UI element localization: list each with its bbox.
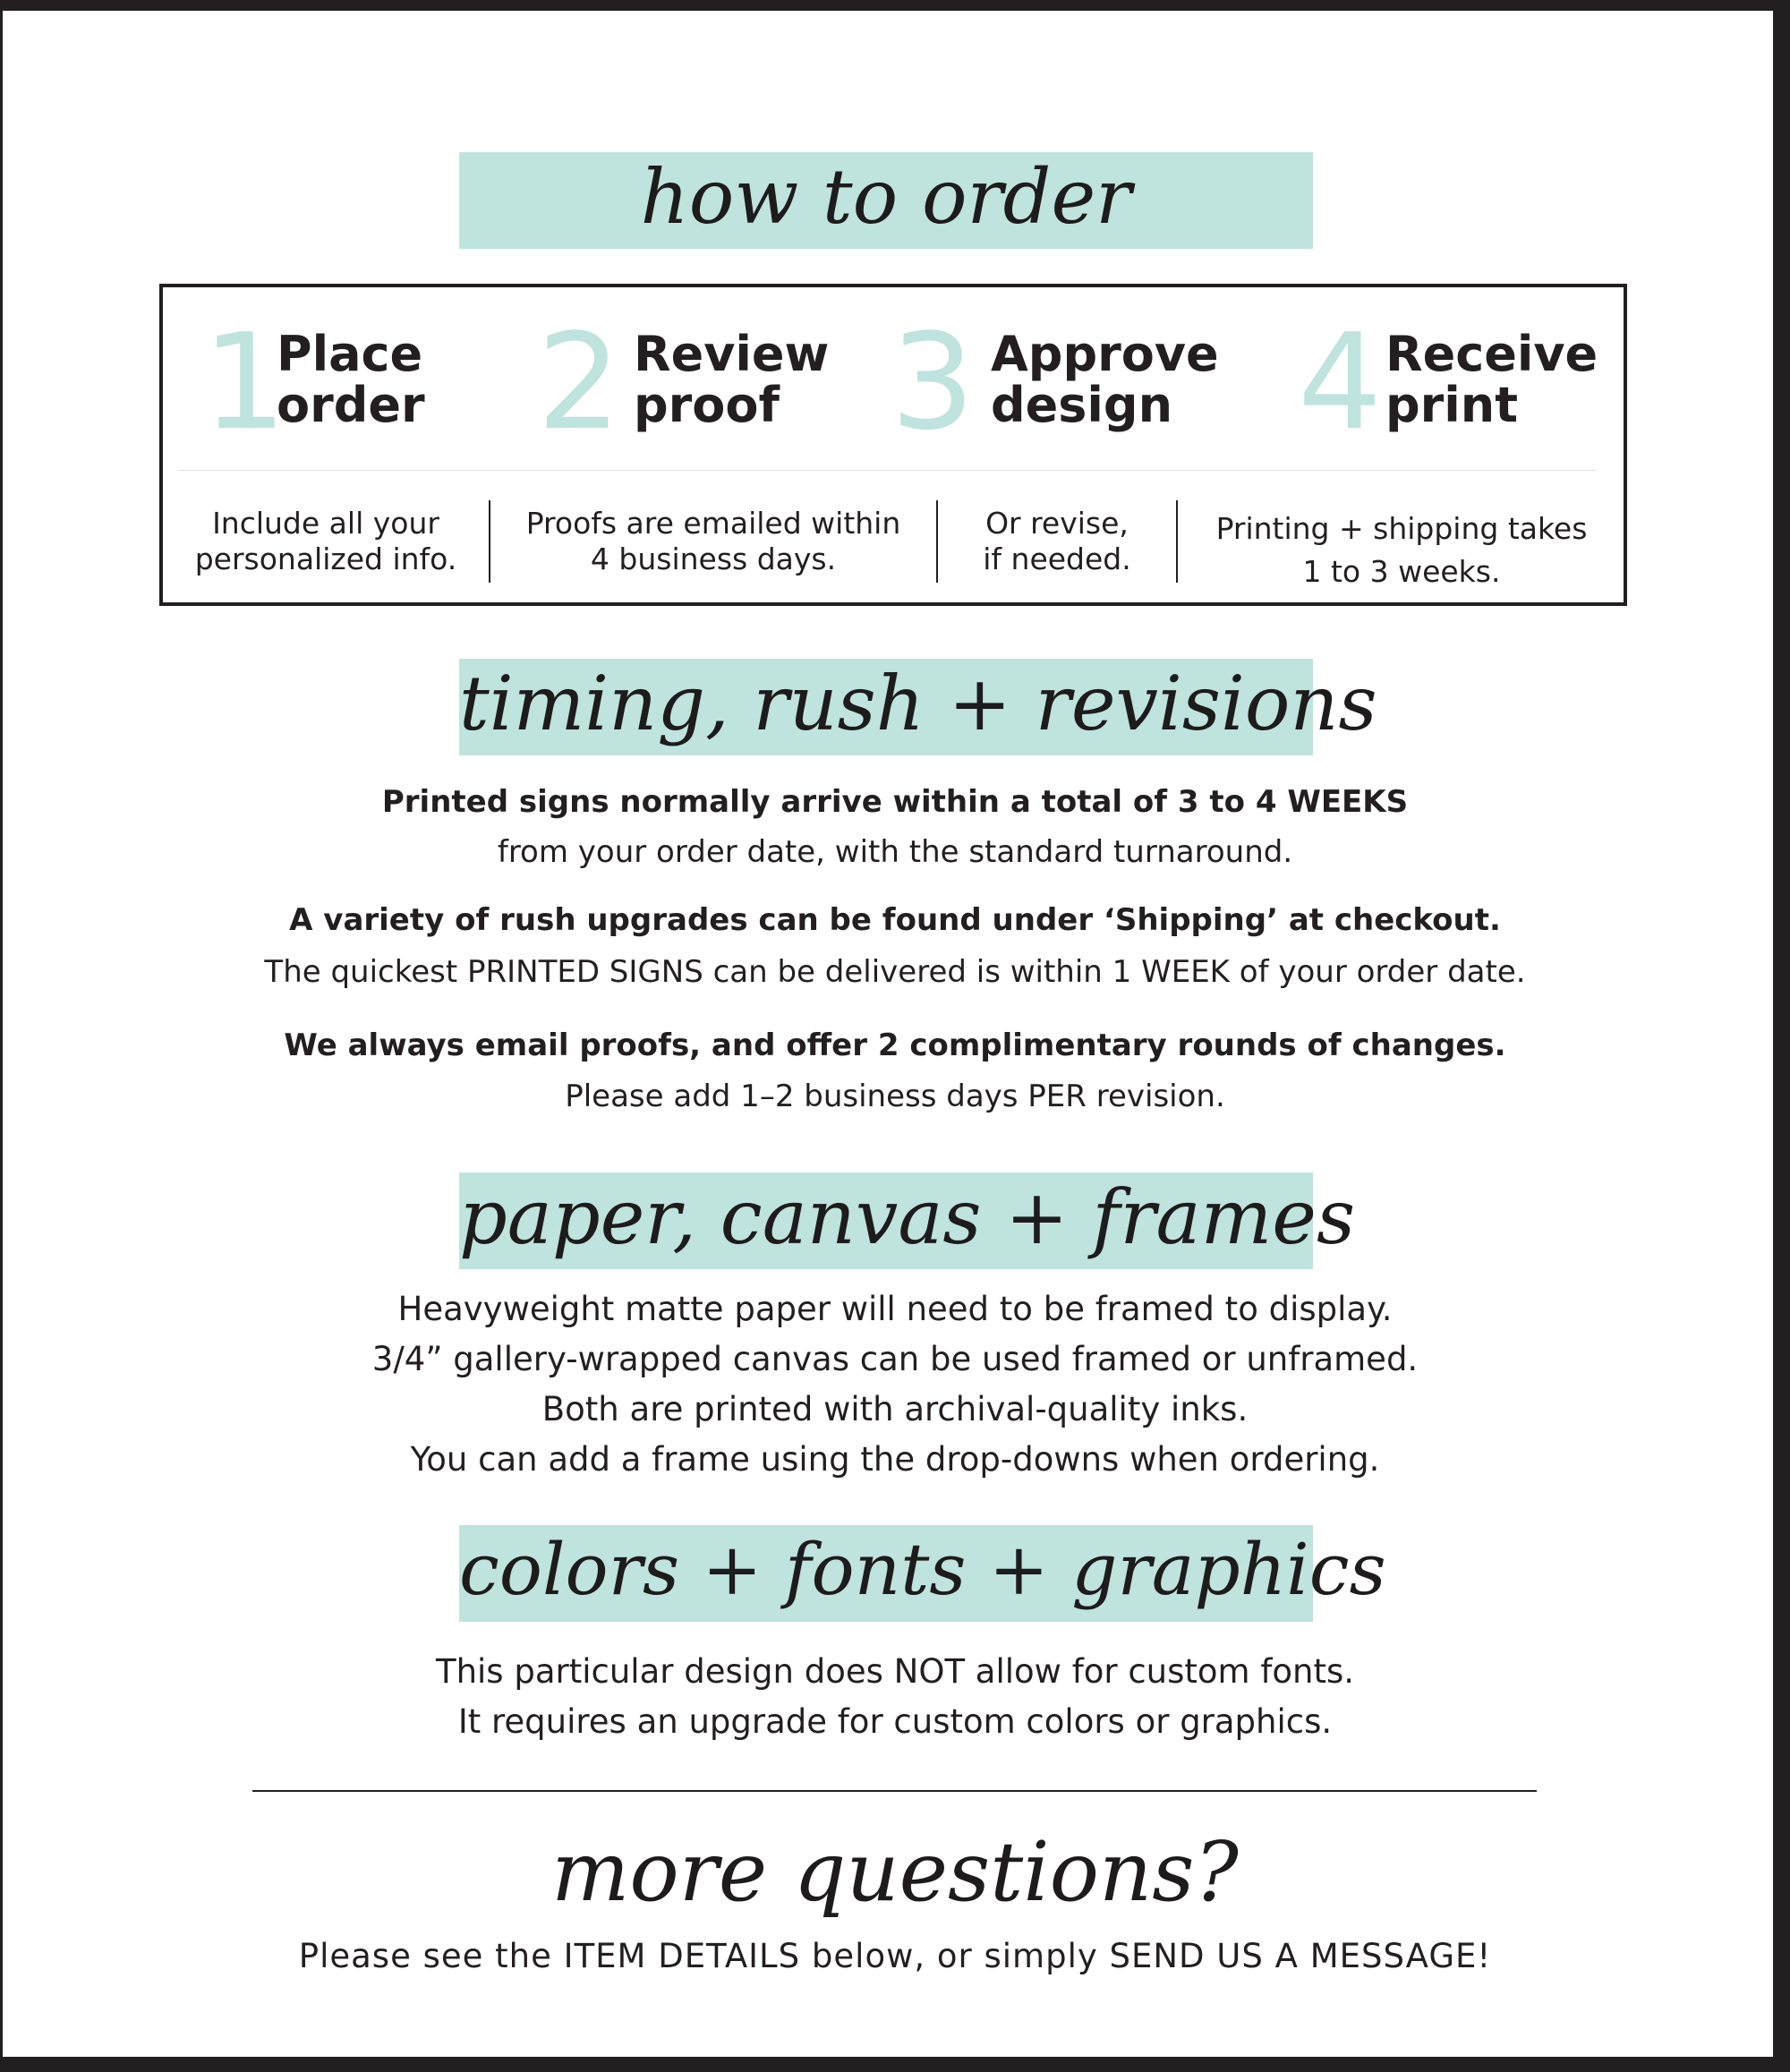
step-2-number: 2 — [537, 305, 622, 459]
step-1-title-line2: order — [277, 377, 425, 433]
step-3-desc — [938, 506, 1176, 577]
step-4-number: 4 — [1298, 305, 1383, 459]
paper-line-1: Heavyweight matte paper will need to be framed to display. — [397, 1290, 1393, 1328]
step-4-desc — [1178, 507, 1625, 593]
how-to-order-banner — [459, 152, 1313, 249]
step-3-desc-line1: Or revise, — [985, 506, 1129, 541]
step-4-title-line2: print — [1385, 377, 1519, 433]
timing-text-3: Please add 1–2 business days PER revision. — [565, 1079, 1225, 1114]
steps-rule — [177, 470, 1597, 471]
timing-bold-1: Printed signs normally arrive within a total of 3 to 4 WEEKS — [381, 784, 1409, 820]
questions-line: Please see the ITEM DETAILS below, or simply SEND US A MESSAGE! — [298, 1937, 1492, 1975]
paper-line-3: Both are printed with archival-quality inks. — [541, 1390, 1249, 1428]
steps-box — [159, 284, 1627, 606]
timing-text-1: from your order date, with the standard turnaround. — [497, 834, 1293, 870]
step-3-title-line1: Approve — [991, 326, 1219, 382]
timing-text-2: The quickest PRINTED SIGNS can be delivered is within 1 WEEK of your order date. — [264, 954, 1526, 990]
step-2-desc — [490, 506, 936, 577]
paper-heading: paper, canvas + frames — [459, 1173, 1356, 1261]
questions-heading: more questions? — [551, 1824, 1239, 1920]
step-4-title-line1: Receive — [1385, 326, 1598, 382]
timing-bold-2: A variety of rush upgrades can be found under ‘Shipping’ at checkout. — [289, 902, 1501, 938]
step-2-desc-line1: Proofs are emailed within — [525, 506, 901, 541]
how-to-order-heading: how to order — [640, 153, 1132, 241]
colors-heading: colors + fonts + graphics — [459, 1528, 1386, 1611]
timing-bold-3: We always email proofs, and offer 2 complimentary rounds of changes. — [284, 1027, 1506, 1063]
colors-line-2: It requires an upgrade for custom colors or graphics. — [457, 1702, 1333, 1741]
step-4-desc-line1: Printing + shipping takes — [1215, 511, 1588, 546]
paper-line-2: 3/4” gallery-wrapped canvas can be used framed or unframed. — [371, 1340, 1419, 1378]
step-3-desc-line2: if needed. — [983, 541, 1131, 576]
timing-heading: timing, rush + revisions — [459, 660, 1377, 747]
step-2-desc-line2: 4 business days. — [590, 541, 837, 576]
colors-banner — [459, 1525, 1386, 1622]
timing-banner — [459, 659, 1377, 755]
step-1-number: 1 — [202, 305, 287, 459]
section-divider — [252, 1790, 1537, 1792]
step-1-desc-line2: personalized info. — [194, 541, 457, 576]
colors-line-1: This particular design does NOT allow for custom fonts. — [435, 1652, 1355, 1691]
step-3-title-line2: design — [991, 377, 1173, 433]
paper-banner — [459, 1172, 1356, 1269]
step-3-number: 3 — [891, 305, 976, 459]
step-1-title-line1: Place — [277, 326, 423, 382]
step-1-desc-line1: Include all your — [212, 506, 439, 541]
paper-line-4: You can add a frame using the drop-downs when ordering. — [410, 1440, 1380, 1479]
step-4-desc-line2: 1 to 3 weeks. — [1302, 554, 1501, 589]
step-1-desc — [163, 506, 489, 577]
step-2-title-line1: Review — [634, 326, 830, 382]
step-2-title-line2: proof — [634, 377, 780, 433]
